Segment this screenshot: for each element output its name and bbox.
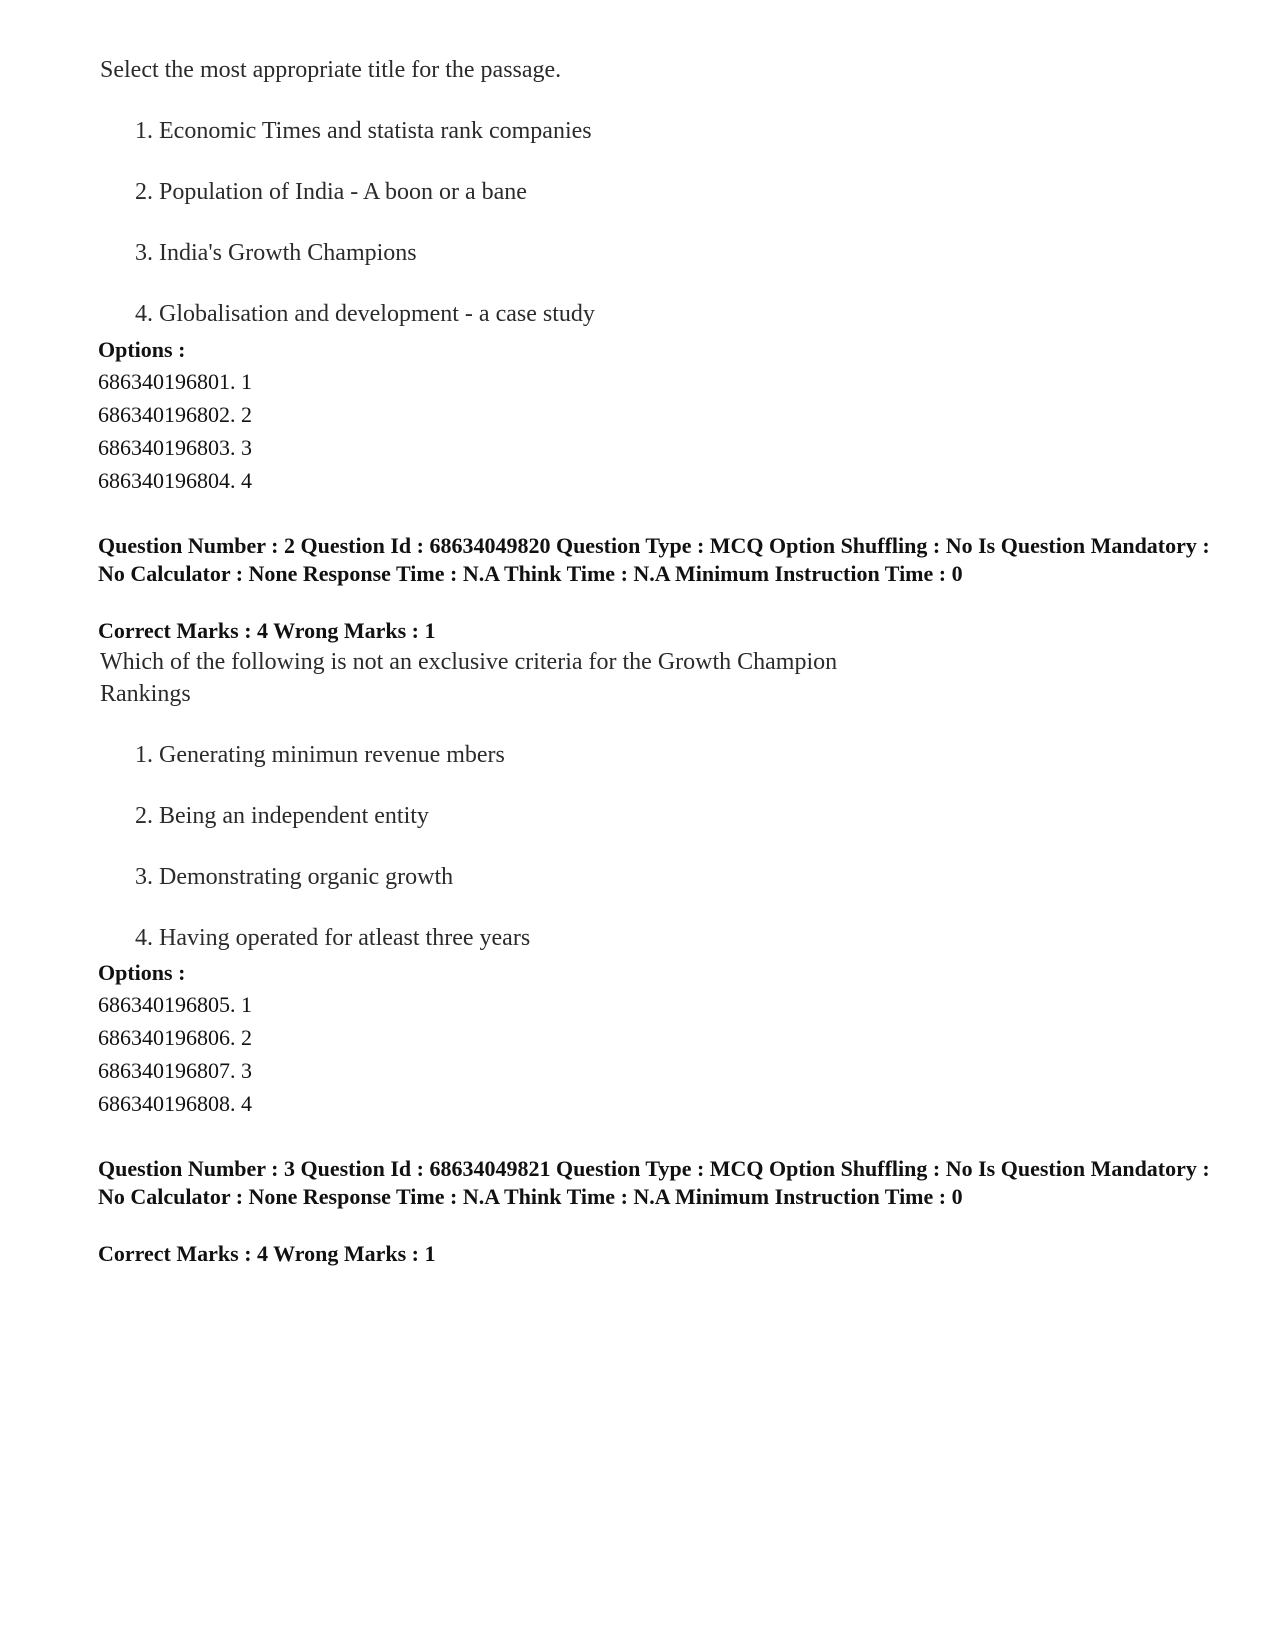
q2-choice-3: 3. Demonstrating organic growth: [135, 864, 454, 890]
q1-option-1: 686340196801. 1: [98, 369, 252, 394]
q2-option-1: 686340196805. 1: [98, 992, 252, 1017]
q2-option-3: 686340196807. 3: [98, 1058, 252, 1083]
q2-options-label: Options :: [98, 960, 186, 985]
q1-option-2: 686340196802. 2: [98, 402, 252, 427]
q2-option-2: 686340196806. 2: [98, 1025, 252, 1050]
q2-choice-1: 1. Generating minimun revenue mbers: [135, 742, 505, 768]
q1-choice-2: 2. Population of India - A boon or a bane: [135, 179, 527, 205]
q3-meta: Question Number : 3 Question Id : 68634049821 Question Type : MCQ Option Shuffling : No Is Question Mandatory : No Calculator : None Response Time : N.A Think Time : N.A Minimum Instruction Time : 0: [98, 1156, 1210, 1209]
q1-choice-3: 3. India's Growth Champions: [135, 240, 417, 266]
q1-prompt: Select the most appropriate title for the passage.: [100, 57, 562, 83]
q2-choice-2: 2. Being an independent entity: [135, 803, 429, 829]
q2-meta: Question Number : 2 Question Id : 68634049820 Question Type : MCQ Option Shuffling : No Is Question Mandatory : No Calculator : None Response Time : N.A Think Time : N.A Minimum Instruction Time : 0: [98, 533, 1210, 586]
q2-option-4: 686340196808. 4: [98, 1091, 252, 1116]
q1-option-4: 686340196804. 4: [98, 468, 252, 493]
q2-prompt-line-2: Rankings: [100, 681, 191, 707]
q2-prompt-line-1: Which of the following is not an exclusive criteria for the Growth Champion: [100, 649, 838, 675]
q1-option-3: 686340196803. 3: [98, 435, 252, 460]
q1-choice-4: 4. Globalisation and development - a case study: [135, 301, 595, 327]
q2-marks: Correct Marks : 4 Wrong Marks : 1: [98, 618, 436, 643]
q3-marks: Correct Marks : 4 Wrong Marks : 1: [98, 1241, 436, 1266]
q1-choice-1: 1. Economic Times and statista rank companies: [135, 118, 592, 144]
q2-choice-4: 4. Having operated for atleast three years: [135, 925, 531, 951]
q1-options-label: Options :: [98, 337, 186, 362]
